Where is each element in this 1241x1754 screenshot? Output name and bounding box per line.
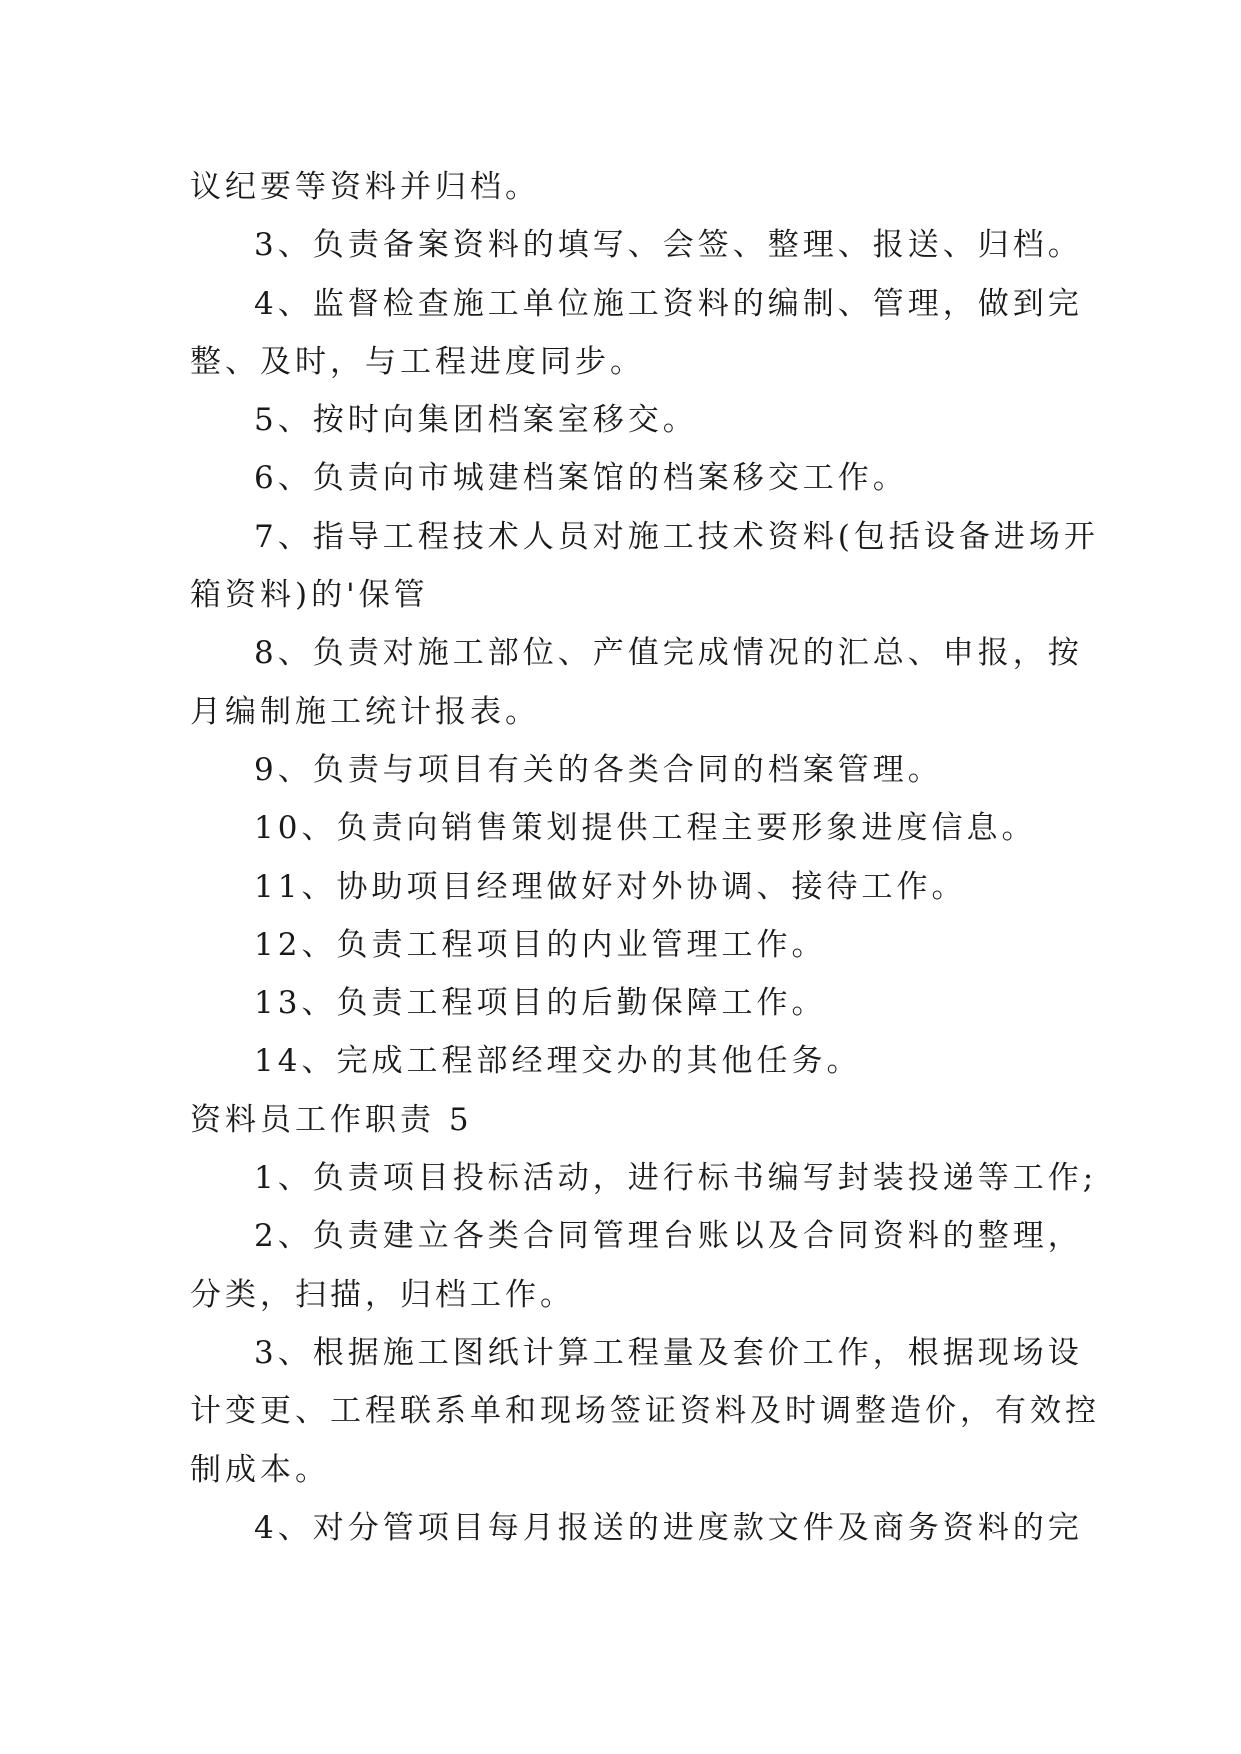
- text-line: 6、负责向市城建档案馆的档案移交工作。: [254, 460, 908, 497]
- text-line: 8、负责对施工部位、产值完成情况的汇总、申报，按: [254, 635, 1083, 672]
- text-line: 3、负责备案资料的填写、会签、整理、报送、归档。: [254, 227, 1083, 264]
- text-line: 计变更、工程联系单和现场签证资料及时调整造价，有效控: [190, 1393, 1100, 1430]
- text-line: 4、对分管项目每月报送的进度款文件及商务资料的完: [254, 1509, 1083, 1546]
- text-line: 月编制施工统计报表。: [190, 693, 540, 730]
- text-line: 分类，扫描，归档工作。: [190, 1276, 575, 1313]
- text-line: 10、负责向销售策划提供工程主要形象进度信息。: [254, 810, 1037, 847]
- text-line: 11、协助项目经理做好对外协调、接待工作。: [254, 868, 967, 905]
- document-body: [190, 158, 1100, 1557]
- text-line: 5、按时向集团档案室移交。: [254, 402, 698, 439]
- text-line: 2、负责建立各类合同管理台账以及合同资料的整理，: [254, 1218, 1083, 1255]
- text-line: 12、负责工程项目的内业管理工作。: [254, 926, 827, 963]
- text-line: 制成本。: [190, 1451, 330, 1488]
- text-line: 整、及时，与工程进度同步。: [190, 343, 645, 380]
- text-line: 4、监督检查施工单位施工资料的编制、管理，做到完: [254, 285, 1083, 322]
- text-line: 14、完成工程部经理交办的其他任务。: [254, 1043, 862, 1080]
- text-line: 议纪要等资料并归档。: [190, 169, 540, 205]
- text-line: 3、根据施工图纸计算工程量及套价工作，根据现场设: [254, 1334, 1083, 1371]
- text-line: 7、指导工程技术人员对施工技术资料(包括设备进场开: [254, 518, 1099, 555]
- text-line: 9、负责与项目有关的各类合同的档案管理。: [254, 751, 943, 788]
- text-line: 1、负责项目投标活动，进行标书编写封装投递等工作;: [254, 1160, 1098, 1197]
- text-line: 箱资料)的'保管: [190, 577, 429, 614]
- section-heading: 资料员工作职责 5: [190, 1101, 473, 1138]
- text-line: 13、负责工程项目的后勤保障工作。: [254, 985, 827, 1022]
